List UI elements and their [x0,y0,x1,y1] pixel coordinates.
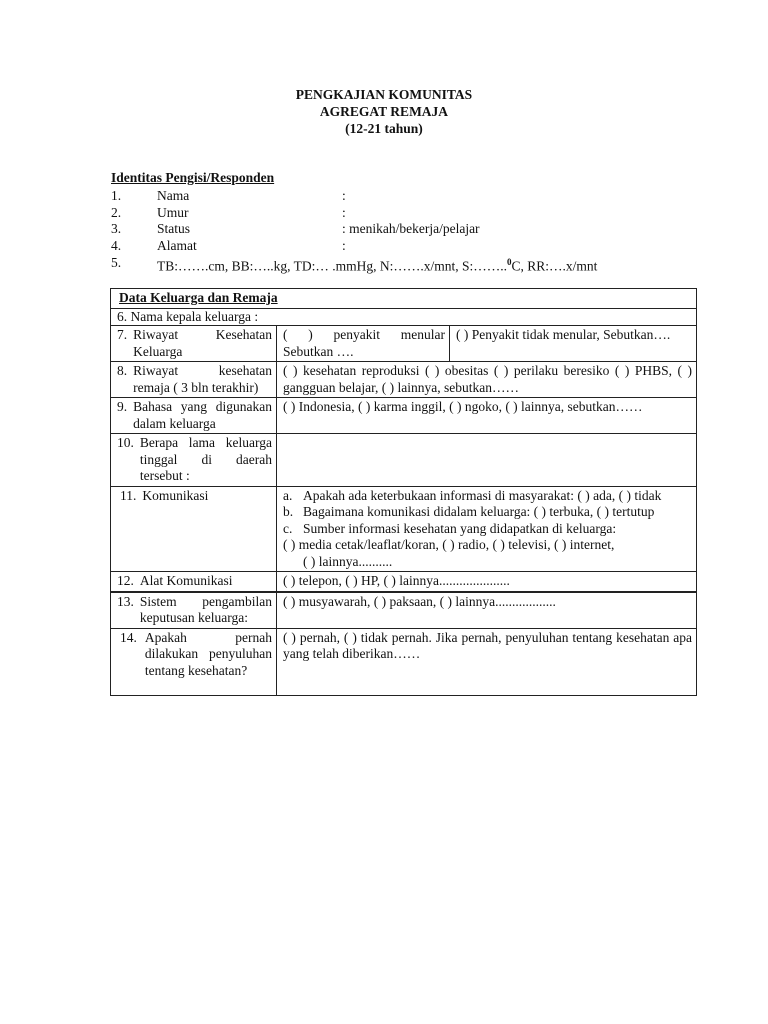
table-heading-row [111,289,697,309]
table-row [111,398,697,434]
row-label-cell [111,398,277,434]
kepala-keluarga-cell: 6. Nama kepala keluarga : [111,308,697,326]
row-value: : [342,238,346,253]
row-label: Berapa lama keluarga tinggal di daerah tersebut : [139,435,272,483]
row-label: Alat Komunikasi [139,573,233,588]
row-number: 7. [117,327,128,342]
penyakit-tidak-menular-cell: ( ) Penyakit tidak menular, Sebutkan…. [450,326,697,362]
row-label: Apakah pernah dilakukan penyuluhan tentang kesehatan? [144,629,272,678]
vitals-part-a: TB:…….cm, BB:…..kg, TD:… .mmHg, N:…….x/mnt, S:…….. [157,258,508,274]
komunikasi-cell [277,486,697,572]
item-letter: a. [283,487,293,503]
item-letter: b. [283,504,294,519]
row-label: Status [157,221,191,236]
row-number: 8. [117,363,128,378]
row-number: 5. [111,255,122,270]
row-value: : [342,205,346,220]
row-number: 12. [117,573,134,588]
row-label-cell [111,434,277,487]
row-label: Umur [157,205,189,220]
title-line-1: PENGKAJIAN KOMUNITAS [295,87,473,102]
row-number: 3. [111,221,122,236]
row-number: 11. [120,487,137,503]
row-label-cell [111,326,277,362]
family-data-table [110,288,697,696]
row-number: 10. [117,435,134,450]
vitals-part-b: C, RR:….x/mnt [511,258,598,274]
row-value-cell [277,434,697,487]
sumber-lainnya: ( ) lainnya.......... [303,553,393,569]
table-row [111,592,697,629]
row-label-cell [111,572,277,592]
list-item [283,504,692,521]
row-value-cell: ( ) Indonesia, ( ) karma inggil, ( ) ngoko, ( ) lainnya, sebutkan…… [277,398,697,434]
table-row [111,572,697,592]
row-value-cell: ( ) pernah, ( ) tidak pernah. Jika pernah, penyuluhan tentang kesehatan apa yang telah diberikan…… [277,628,697,695]
row-number: 2. [111,205,122,220]
item-text: Sumber informasi kesehatan yang didapatkan di keluarga: [303,520,617,536]
row-value: : [342,188,346,203]
sumber-options: ( ) media cetak/leaflat/koran, ( ) radio, ( ) televisi, ( ) internet, [283,537,615,552]
item-text: Apakah ada keterbukaan informasi di masyarakat: ( ) ada, ( ) tidak [303,487,662,503]
row-label: Alamat [157,238,197,253]
row-value: : menikah/bekerja/pelajar [342,221,480,236]
table-row [111,486,697,572]
table-row [111,308,697,326]
row-number: 9. [117,399,128,414]
row-value-cell: ( ) musyawarah, ( ) paksaan, ( ) lainnya.................. [277,592,697,629]
row-label: Riwayat Kesehatan Keluarga [133,327,272,359]
row-label: Riwayat kesehatan remaja ( 3 bln terakhir) [133,363,272,395]
row-number: 4. [111,238,122,253]
row-label: Nama [157,188,190,203]
row-number: 1. [111,188,122,203]
row-label: Komunikasi [142,487,209,503]
row-number: 14. [120,629,137,645]
degree-superscript: 0 [507,257,512,267]
title-line-3: (12-21 tahun) [345,121,423,136]
row-label-cell [111,362,277,398]
row-label: Sistem pengambilan keputusan keluarga: [139,593,272,625]
penyakit-menular-cell: ( ) penyakit menular Sebutkan …. [277,326,450,362]
table-row [111,362,697,398]
title-line-2: AGREGAT REMAJA [319,104,449,119]
table-row [111,434,697,487]
item-text: Bagaimana komunikasi didalam keluarga: ( ) terbuka, ( ) tertutup [303,504,655,519]
row-label-cell [111,486,277,572]
row-value-cell: ( ) kesehatan reproduksi ( ) obesitas ( ) perilaku beresiko ( ) PHBS, ( ) gangguan belajar, ( ) lainnya, sebutkan…… [277,362,697,398]
row-label-cell [111,592,277,629]
list-item [283,521,692,538]
row-number: 13. [117,593,134,609]
table-heading: Data Keluarga dan Remaja [111,289,697,309]
table-row [111,628,697,695]
table-row [111,326,697,362]
identitas-heading: Identitas Pengisi/Responden [111,170,275,185]
row-label-cell [111,628,277,695]
row-value-cell: ( ) telepon, ( ) HP, ( ) lainnya..................... [277,572,697,592]
vital-signs-text [157,254,597,275]
list-item [283,488,692,505]
row-label: Bahasa yang digunakan dalam keluarga [133,399,272,431]
item-letter: c. [283,520,293,536]
